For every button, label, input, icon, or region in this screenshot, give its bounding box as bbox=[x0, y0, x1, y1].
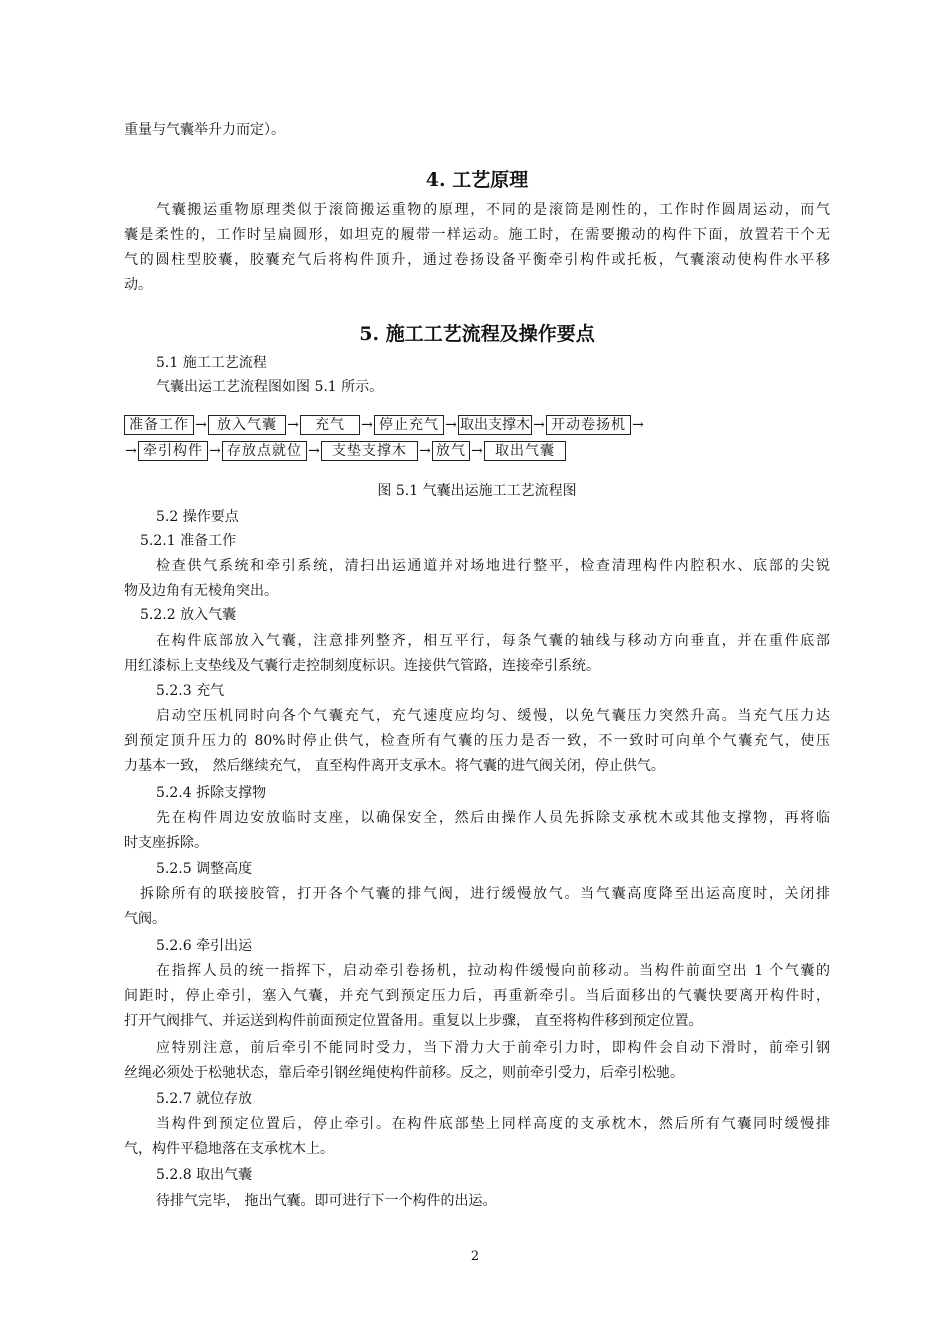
flowchart-row-1 bbox=[124, 415, 645, 435]
paragraph-line: 到预定顶升压力的 80%时停止供气，检查所有气囊的压力是否一致，不一致时可向单个气囊充气，使压 bbox=[124, 733, 830, 749]
paragraph-line: 间距时，停止牵引，塞入气囊，并充气到预定压力后，再重新牵引。当后面移出的气囊快要离开构件时， bbox=[124, 988, 830, 1004]
arrow-icon: → bbox=[471, 443, 483, 459]
subsection-heading: 5.2.3 充气 bbox=[156, 683, 225, 699]
paragraph-line: 气囊出运工艺流程图如图 5.1 所示。 bbox=[156, 379, 384, 395]
subsection-heading: 5.2 操作要点 bbox=[156, 509, 239, 525]
arrow-icon: → bbox=[125, 443, 137, 459]
paragraph-line: 启动空压机同时向各个气囊充气，充气速度应均匀、缓慢，以免气囊压力突然升高。当充气压力达 bbox=[156, 708, 830, 724]
paragraph-line: 时支座拆除。 bbox=[124, 835, 208, 851]
flow-step-box: 放气 bbox=[432, 441, 470, 461]
flow-step-box: 取出气囊 bbox=[484, 441, 566, 461]
paragraph-line: 在构件底部放入气囊，注意排列整齐，相互平行，每条气囊的轴线与移动方向垂直，并在重件底部 bbox=[156, 633, 830, 649]
paragraph-line: 物及边角有无棱角突出。 bbox=[124, 583, 278, 599]
arrow-icon: → bbox=[419, 443, 431, 459]
paragraph-line: 应特别注意，前后牵引不能同时受力，当下滑力大于前牵引力时，即构件会自动下滑时，前牵引钢 bbox=[156, 1040, 830, 1056]
arrow-icon: → bbox=[209, 443, 221, 459]
paragraph-line: 待排气完毕， 拖出气囊。即可进行下一个构件的出运。 bbox=[156, 1193, 497, 1209]
flow-step-box: 取出支撑木 bbox=[460, 417, 530, 433]
paragraph-line: 先在构件周边安放临时支座，以确保安全，然后由操作人员先拆除支承枕木或其他支撑物，再将临 bbox=[156, 810, 830, 826]
continuation-text: 重量与气囊举升力而定）。 bbox=[124, 122, 285, 138]
subsection-heading: 5.2.1 准备工作 bbox=[140, 533, 237, 549]
flow-step-box: 开动卷扬机 bbox=[546, 415, 631, 435]
arrow-icon: → bbox=[308, 443, 320, 459]
subsection-heading: 5.2.2 放入气囊 bbox=[140, 607, 237, 623]
arrow-icon: → bbox=[287, 417, 299, 433]
paragraph-line: 力基本一致， 然后继续充气， 直至构件离开支承木。将气囊的进气阀关闭，停止供气。 bbox=[124, 758, 665, 774]
paragraph-line: 在指挥人员的统一指挥下，启动牵引卷扬机，拉动构件缓慢向前移动。当构件前面空出 1 个气囊的 bbox=[156, 963, 830, 979]
paragraph-line: 用红漆标上支垫线及气囊行走控制刻度标识。连接供气管路，连接牵引系统。 bbox=[124, 658, 600, 674]
flow-step-box: 准备工作 bbox=[124, 415, 194, 435]
section-4-heading: 4. 工艺原理 bbox=[425, 169, 529, 191]
paragraph-line: 气，构件平稳地落在支承枕木上。 bbox=[124, 1141, 334, 1157]
subsection-heading: 5.1 施工工艺流程 bbox=[156, 355, 267, 371]
paragraph-line: 气囊搬运重物原理类似于滚筒搬运重物的原理，不同的是滚筒是刚性的，工作时作圆周运动，而气 bbox=[156, 202, 830, 218]
subsection-heading: 5.2.8 取出气囊 bbox=[156, 1167, 253, 1183]
section-5-heading: 5. 施工工艺流程及操作要点 bbox=[359, 323, 595, 345]
flow-step-box: 牵引构件 bbox=[138, 441, 208, 461]
flowchart-row-2 bbox=[124, 441, 566, 461]
arrow-icon: → bbox=[361, 417, 373, 433]
arrow-icon: → bbox=[533, 417, 545, 433]
figure-caption: 图 5.1 气囊出运施工工艺流程图 bbox=[377, 483, 577, 499]
paragraph-line: 打开气阀排气、并运送到构件前面预定位置备用。重复以上步骤， 直至将构件移到预定位置。 bbox=[124, 1013, 703, 1029]
subsection-heading: 5.2.7 就位存放 bbox=[156, 1091, 253, 1107]
flow-step-box: 支垫支撑木 bbox=[321, 441, 418, 461]
arrow-icon: → bbox=[445, 417, 457, 433]
paragraph-line: 动。 bbox=[124, 277, 152, 293]
arrow-icon: → bbox=[632, 417, 644, 433]
flow-step-box: 充气 bbox=[300, 415, 360, 435]
subsection-heading: 5.2.4 拆除支撑物 bbox=[156, 785, 267, 801]
paragraph-line: 气的圆柱型胶囊，胶囊充气后将构件顶升，通过卷扬设备平衡牵引构件或托板，气囊滚动使构件水平移 bbox=[124, 252, 830, 268]
arrow-icon: → bbox=[195, 417, 207, 433]
paragraph-line: 囊是柔性的，工作时呈扁圆形，如坦克的履带一样运动。施工时，在需要搬动的构件下面，放置若干个无 bbox=[124, 227, 830, 243]
page-number: 2 bbox=[470, 1249, 480, 1264]
paragraph-line: 拆除所有的联接胶管，打开各个气囊的排气阀，进行缓慢放气。当气囊高度降至出运高度时，关闭排 bbox=[140, 886, 830, 902]
paragraph-line: 丝绳必须处于松驰状态，靠后牵引钢丝绳使构件前移。反之，则前牵引受力，后牵引松驰。 bbox=[124, 1065, 684, 1081]
paragraph-line: 气阀。 bbox=[124, 911, 166, 927]
subsection-heading: 5.2.5 调整高度 bbox=[156, 861, 253, 877]
subsection-heading: 5.2.6 牵引出运 bbox=[156, 938, 253, 954]
paragraph-line: 检查供气系统和牵引系统，清扫出运通道并对场地进行整平，检查清理构件内腔积水、底部的尖锐 bbox=[156, 558, 830, 574]
flow-step-box: 存放点就位 bbox=[222, 441, 307, 461]
paragraph-line: 当构件到预定位置后，停止牵引。在构件底部垫上同样高度的支承枕木，然后所有气囊同时缓慢排 bbox=[156, 1116, 830, 1132]
flow-step-box: 停止充气 bbox=[374, 415, 444, 435]
flow-step-box: 放入气囊 bbox=[208, 415, 286, 435]
